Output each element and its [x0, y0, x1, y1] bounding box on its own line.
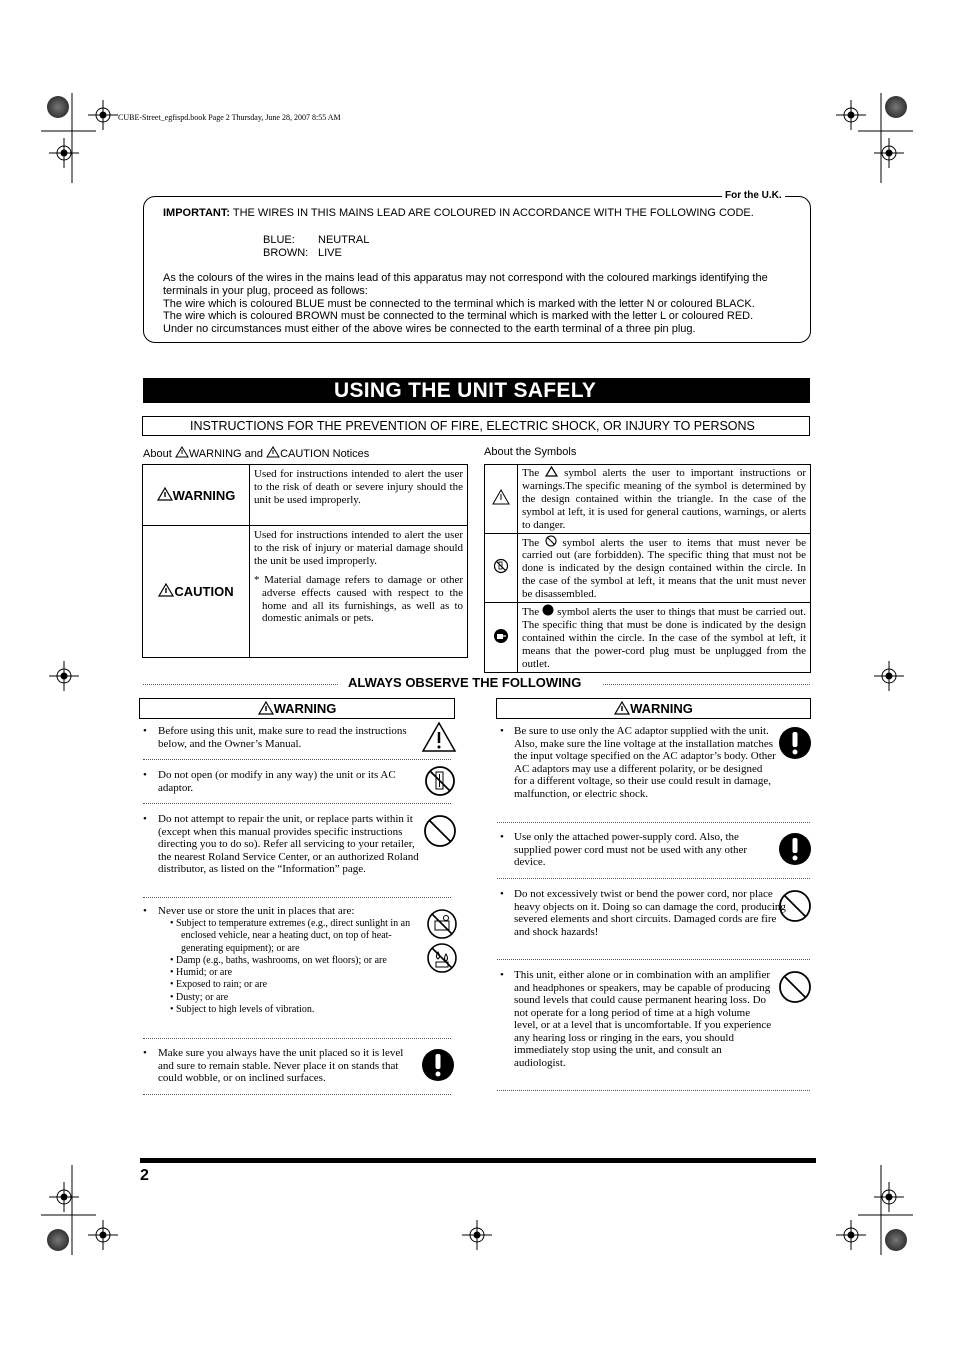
caution-note: * Material damage refers to damage or other adverse effects caused with respect to the home and all its furnishings, as well as to domestic animals or pets. [254, 573, 463, 625]
no-sunlight-icon [426, 908, 458, 940]
symbol-triangle-text: symbol alerts the user to important instructions or warnings.The specific meaning of the symbol is determined by the design contained within the triangle. In the case of the symbol at left, it is used for general cautions, warnings, or alerts to danger. [522, 467, 807, 531]
notices-heading [143, 446, 369, 460]
subitem: • Exposed to rain; or are [170, 979, 268, 991]
subitem: • Damp (e.g., baths, washrooms, on wet floors); or are [170, 954, 387, 966]
notices-about: About [143, 448, 172, 460]
caution-label-cell [143, 526, 250, 658]
always-observe-heading: ALWAYS OBSERVE THE FOLLOWING [348, 675, 582, 690]
warning-triangle-icon [492, 489, 510, 505]
bullet: • [500, 725, 504, 737]
divider [143, 803, 451, 804]
unplug-icon [493, 628, 509, 644]
symbol-triangle-cell [485, 465, 518, 534]
uk-line-brown: The wire which is coloured BROWN must be connected to the terminal which is marked with the letter L or coloured RED. [163, 310, 754, 322]
left-item-2: Do not open (or modify in any way) the unit or its AC adaptor. [158, 769, 396, 794]
warning-triangle-icon [421, 721, 457, 753]
code-brown-color: BROWN: [263, 247, 309, 259]
subitem-text: Subject to high levels of vibration. [176, 1004, 315, 1016]
prohibition-icon [778, 970, 812, 1004]
subitem: • Subject to temperature extremes (e.g., direct sunlight in an enclosed vehicle, near a heating duct, on top of heat-generating equipment); or are [170, 918, 411, 954]
divider [143, 1038, 451, 1039]
bullet: • [143, 813, 147, 825]
subitem: • Subject to high levels of vibration. [170, 1004, 315, 1016]
subitem: • Humid; or are [170, 967, 233, 979]
left-item-4-subitems [170, 918, 422, 1016]
caution-desc-cell [250, 526, 468, 658]
divider [143, 897, 451, 898]
title-bar [143, 378, 810, 403]
left-item-3: Do not attempt to repair the unit, or replace parts within it (except when this manual provides specific instructions directing you to do so). Refer all servicing to your retailer, the nearest Roland Service Center, or an authorized Roland distributor, as listed on the “Information” page. [158, 813, 419, 875]
code-blue-meaning: NEUTRAL [318, 234, 370, 246]
symbols-table [484, 464, 811, 673]
uk-line-earth: Under no circumstances must either of the above wires be connected to the earth terminal of a three pin plug. [163, 323, 696, 335]
subitem-text: Dusty; or are [176, 991, 229, 1003]
subitem: • Dusty; or are [170, 991, 229, 1003]
uk-para1: As the colours of the wires in the mains lead of this apparatus may not correspond with the coloured markings identifying the terminals in your plug, proceed as follows: [163, 272, 768, 297]
divider [143, 684, 338, 685]
important-label: IMPORTANT: [163, 207, 231, 219]
bullet: • [143, 1047, 147, 1059]
exclamation-circle-icon [778, 726, 812, 760]
warning-triangle-icon [158, 583, 174, 597]
prohibition-icon [778, 889, 812, 923]
bullet: • [500, 969, 504, 981]
prohibition-icon [423, 814, 457, 848]
divider [603, 684, 810, 685]
symbol-circle-text: symbol alerts the user to items that must never be carried out (are forbidden). The specific thing that must not be done is indicated by the design contained within the circle. In the case of the symbol at left, it means that the unit must never be disassembled. [522, 536, 806, 601]
instructions-heading: INSTRUCTIONS FOR THE PREVENTION OF FIRE, ELECTRIC SHOCK, OR INJURY TO PERSONS [190, 419, 755, 433]
notices-and: and [244, 448, 263, 460]
symbols-heading: About the Symbols [484, 446, 577, 458]
symbol-circle-pre: The [522, 536, 540, 549]
filled-circle-icon [542, 604, 554, 616]
warning-triangle-icon [157, 487, 173, 501]
left-warning-label: WARNING [273, 701, 337, 716]
subitem-text: Humid; or are [176, 967, 233, 979]
exclamation-circle-icon [421, 1048, 455, 1082]
no-water-icon [426, 942, 458, 974]
symbol-triangle-pre: The [522, 467, 540, 479]
no-disassemble-icon [493, 558, 509, 574]
divider [497, 959, 810, 960]
page-number: 2 [140, 1167, 149, 1184]
code-brown-meaning: LIVE [318, 247, 342, 259]
warning-label-cell [143, 465, 250, 526]
bullet: • [143, 905, 147, 917]
warning-triangle-icon [545, 466, 558, 477]
important-text: THE WIRES IN THIS MAINS LEAD ARE COLOURED IN ACCORDANCE WITH THE FOLLOWING CODE. [232, 207, 754, 219]
bullet: • [143, 769, 147, 781]
uk-label: For the U.K. [722, 190, 785, 201]
symbol-dot-desc [518, 603, 811, 673]
instructions-heading-box [142, 416, 810, 436]
caution-label: CAUTION [174, 584, 234, 600]
right-item-3: Do not excessively twist or bend the power cord, nor place heavy objects on it. Doing so can damage the cord, producing severed elements and short circuits. Damaged cords are fire and shock hazards! [514, 888, 786, 938]
left-item-4: Never use or store the unit in places that are: [158, 905, 355, 917]
subitem-text: Exposed to rain; or are [176, 979, 268, 991]
divider [497, 878, 810, 879]
left-warning-header [139, 698, 455, 719]
symbol-dot-cell [485, 603, 518, 673]
subitem-text: Subject to temperature extremes (e.g., direct sunlight in an enclosed vehicle, near a heating duct, on top of heat-generating equipment); or are [176, 918, 411, 954]
no-disassemble-icon [424, 765, 456, 797]
warning-triangle-icon [266, 446, 280, 458]
important-line [163, 207, 754, 220]
file-info: CUBE-Street_egfispd.book Page 2 Thursday, June 28, 2007 8:55 AM [118, 113, 341, 122]
symbol-triangle-desc [518, 465, 811, 534]
warning-triangle-icon [175, 446, 189, 458]
symbol-dot-text: symbol alerts the user to things that must be carried out. The specific thing that must be done is indicated by the design contained within the circle. In the case of the symbol at left, it means that the power-cord plug must be unplugged from the outlet. [522, 606, 807, 670]
subitem-text: Damp (e.g., baths, washrooms, on wet floors); or are [176, 954, 387, 966]
page-title: USING THE UNIT SAFELY [334, 379, 597, 402]
notices-caution-word: CAUTION [280, 448, 330, 460]
warning-label: WARNING [172, 487, 236, 503]
footer-rule [140, 1158, 816, 1163]
warning-desc: Used for instructions intended to alert the user to the risk of death or severe injury should the unit be used improperly. [250, 465, 468, 526]
divider [497, 822, 810, 823]
right-warning-label: WARNING [630, 701, 693, 716]
symbol-circle-cell [485, 533, 518, 603]
notices-table [142, 464, 468, 658]
divider [143, 1094, 451, 1095]
notices-word: Notices [332, 448, 370, 460]
prohibition-icon [545, 535, 557, 547]
bullet: • [143, 725, 147, 737]
right-item-2: Use only the attached power-supply cord. Also, the supplied power cord must not be used with any other device. [514, 831, 748, 868]
right-warning-header [496, 698, 811, 719]
divider [497, 1090, 810, 1091]
bullet: • [500, 831, 504, 843]
left-item-5: Make sure you always have the unit placed so it is level and sure to remain stable. Never place it on stands that could wobble, or on inclined surfaces. [158, 1047, 404, 1084]
right-item-4: This unit, either alone or in combination with an amplifier and headphones or speakers, may be capable of producing sound levels that could cause permanent hearing loss. Do not operate for a long period of time at a high volume level, or at a level that is uncomfortable. If you experience any hearing loss or ringing in the ears, you should immediately stop using the unit, and consult an audiologist. [514, 969, 772, 1069]
caution-desc: Used for instructions intended to alert the user to the risk of injury or material damage should the unit be used improperly. [254, 529, 463, 567]
exclamation-circle-icon [778, 832, 812, 866]
divider [143, 759, 451, 760]
warning-triangle-icon [614, 701, 630, 715]
symbol-circle-desc [518, 533, 811, 603]
uk-line-blue: The wire which is coloured BLUE must be connected to the terminal which is marked with the letter N or coloured BLACK. [163, 298, 755, 310]
warning-triangle-icon [258, 701, 274, 715]
bullet: • [500, 888, 504, 900]
left-item-1: Before using this unit, make sure to read the instructions below, and the Owner’s Manual. [158, 725, 407, 750]
symbol-dot-pre: The [522, 606, 540, 619]
code-blue-color: BLUE: [263, 234, 295, 246]
notices-warning-word: WARNING [188, 448, 242, 460]
right-item-1: Be sure to use only the AC adaptor supplied with the unit. Also, make sure the line voltage at the installation matches the input voltage specified on the AC adaptor’s body. Other AC adaptors may use a different polarity, or be designed for a different voltage, so their use could result in damage, malfunction, or electric shock. [514, 725, 776, 800]
